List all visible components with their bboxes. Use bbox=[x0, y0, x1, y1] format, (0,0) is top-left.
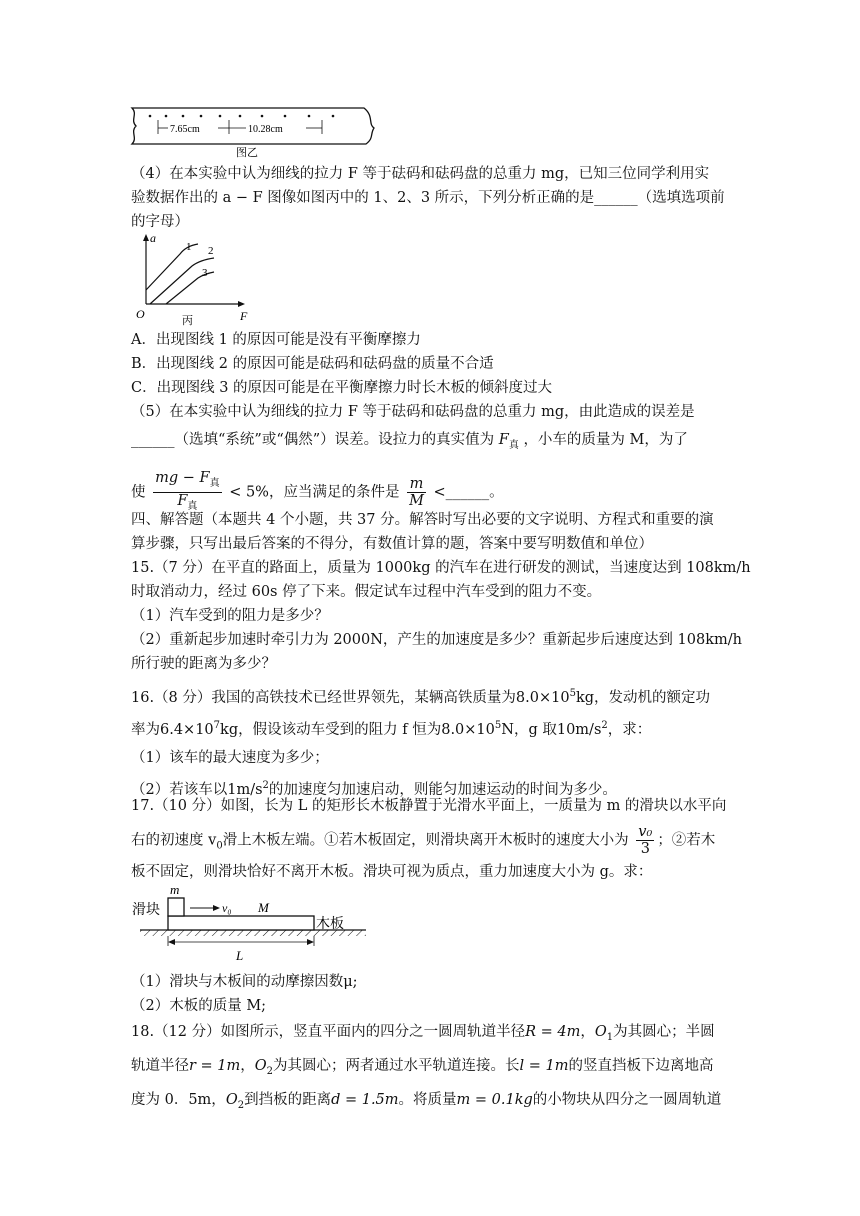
line-label-1: 1 bbox=[186, 241, 192, 253]
line-label-2: 2 bbox=[208, 245, 214, 257]
q18-line-3: 度为 0．5m，$O_2$到挡板的距离d = 1.5m。将质量m = 0.1kg的小物块从四分之一圆周轨道 bbox=[131, 1091, 722, 1111]
q5-line-2: ______（选填“系统”或“偶然”）误差。设拉力的真实值为 $F_真$ ，小车的质量为 M，为了 bbox=[131, 432, 688, 451]
question-15: 15.（7 分）在平直的路面上，质量为 1000kg 的汽车在进行研发的测试，当速度达到 108km/h 时取消动力，经过 60s 停了下来。假定试车过程中汽车受到的阻力不变。 （1）汽车受到的阻力是多少？ （2）重新起步加速时牵引力为 2000N，产生的加速度是多少？重新起步后速度达到 108km/h 所行驶的距离为多少？ bbox=[131, 560, 751, 672]
graph-caption: 丙 bbox=[182, 315, 193, 327]
board-mass-label: M bbox=[258, 900, 269, 915]
line-label-3: 3 bbox=[202, 267, 208, 279]
ratio-fraction: $\frac{mg - F_真}{F_真}$ bbox=[155, 469, 220, 512]
q4-line-3: 的字母） bbox=[131, 214, 189, 230]
velocity-fraction: $\frac{\text{v₀}}{3}$ bbox=[638, 824, 653, 857]
mass-ratio-fraction: $\frac{m}{M}$ bbox=[409, 475, 424, 509]
tape-dim-1: 7.65cm bbox=[170, 124, 200, 135]
q5-line-1: （5）在本实验中认为细线的拉力 F 等于砝码和砝码盘的总重力 mg，由此造成的误差是 bbox=[131, 404, 695, 420]
question-4 bbox=[131, 162, 731, 234]
axis-y-label: a bbox=[150, 232, 156, 245]
slider-mass-label: m bbox=[170, 882, 180, 897]
q16-sub-2: （2）若该车以$1m/s^2$的加速度匀加速启动，则能匀加速运动的时间为多少。 bbox=[131, 779, 617, 798]
board-label: 木板 bbox=[316, 917, 344, 932]
q18-line-2: 轨道半径r = 1m，$O_2$为其圆心；两者通过水平轨道连接。长l = 1m的竖直挡板下边离地高 bbox=[131, 1057, 714, 1077]
q17-line-2: 右的初速度 $v_0$滑上木板左端。①若木板固定，则滑块离开木板时的速度大小为 $\frac{\text{v₀}}{3}$ ；②若木 bbox=[131, 824, 716, 857]
question-16: 16.（8 分）我国的高铁技术已经世界领先，某辆高铁质量为$8.0\times 10^5kg$，发动机的额定功 率为$6.4\times 10^7kg$，假设该动车受到的阻力 f 恒为$8.0\times 10^5N$，g 取$10m/s^2$，求： （1）该车的最大速度为多少； （2）若该车以$1m/s^2$的加速度匀加速启动，则能匀加速运动的时间为多少。 bbox=[131, 680, 731, 803]
axis-x-label: F bbox=[240, 309, 248, 323]
section-4-heading: 四、解答题（本题共 4 个小题，共 37 分。解答时写出必要的文字说明、方程式和重要的演 算步骤，只写出最后答案的不得分，有数值计算的题，答案中要写明数值和单位） bbox=[131, 512, 714, 552]
q16-line-1: 16.（8 分）我国的高铁技术已经世界领先，某辆高铁质量为$8.0\times 10^5kg$，发动机的额定功 bbox=[131, 688, 711, 706]
q18-line-1: 18.（12 分）如图所示，竖直平面内的四分之一圆周轨道半径R = 4m，$O_1$为其圆心；半圆 bbox=[131, 1024, 715, 1043]
option-a: A．出现图线 1 的原因可能是没有平衡摩擦力 bbox=[131, 332, 421, 348]
question-5 bbox=[131, 400, 731, 515]
q4-line-2: 验数据作出的 a − F 图像如图丙中的 1、2、3 所示，下列分析正确的是______（选填选项前 bbox=[131, 190, 725, 206]
figure-slider-board bbox=[132, 880, 372, 966]
slider-label: 滑块 bbox=[132, 903, 160, 918]
option-c: C．出现图线 3 的原因可能是在平衡摩擦力时长木板的倾斜度过大 bbox=[131, 380, 553, 396]
option-b: B．出现图线 2 的原因可能是砝码和砝码盘的质量不合适 bbox=[131, 356, 494, 372]
origin-label: O bbox=[136, 307, 145, 321]
q17-subquestions: （1）滑块与木板间的动摩擦因数μ; （2）木板的质量 M; bbox=[131, 974, 358, 1014]
velocity-label: v₀ bbox=[222, 901, 232, 915]
figure-tape-strip bbox=[128, 104, 378, 158]
question-18 bbox=[131, 1018, 731, 1120]
tape-dim-2: 10.28cm bbox=[248, 124, 283, 135]
tape-caption: 图乙 bbox=[236, 147, 258, 158]
question-17: 17.（10 分）如图，长为 L 的矩形长木板静置于光滑水平面上，一质量为 m 的滑块以水平向 右的初速度 $v_0$滑上木板左端。①若木板固定，则滑块离开木板时的速度大小为 $\frac{\text{v₀}}{3}$ ；②若木 板不固定，则滑块恰好不离开木板。滑块可视为质点，重力加速度大小为 g。求： bbox=[131, 794, 731, 884]
length-label: L bbox=[236, 948, 244, 963]
q4-line-1: （4）在本实验中认为细线的拉力 F 等于砝码和砝码盘的总重力 mg，已知三位同学利用实 bbox=[131, 166, 710, 182]
q5-line-3: 使 $\frac{mg - F_真}{F_真}$ < 5%，应当满足的条件是 $\frac{m}{M}$ <______。 bbox=[131, 470, 731, 515]
q16-line-2: 率为$6.4\times 10^7kg$，假设该动车受到的阻力 f 恒为$8.0\times 10^5N$，g 取$10m/s^2$，求： bbox=[131, 719, 652, 738]
figure-a-f-graph bbox=[136, 232, 256, 328]
q4-options bbox=[131, 328, 731, 400]
